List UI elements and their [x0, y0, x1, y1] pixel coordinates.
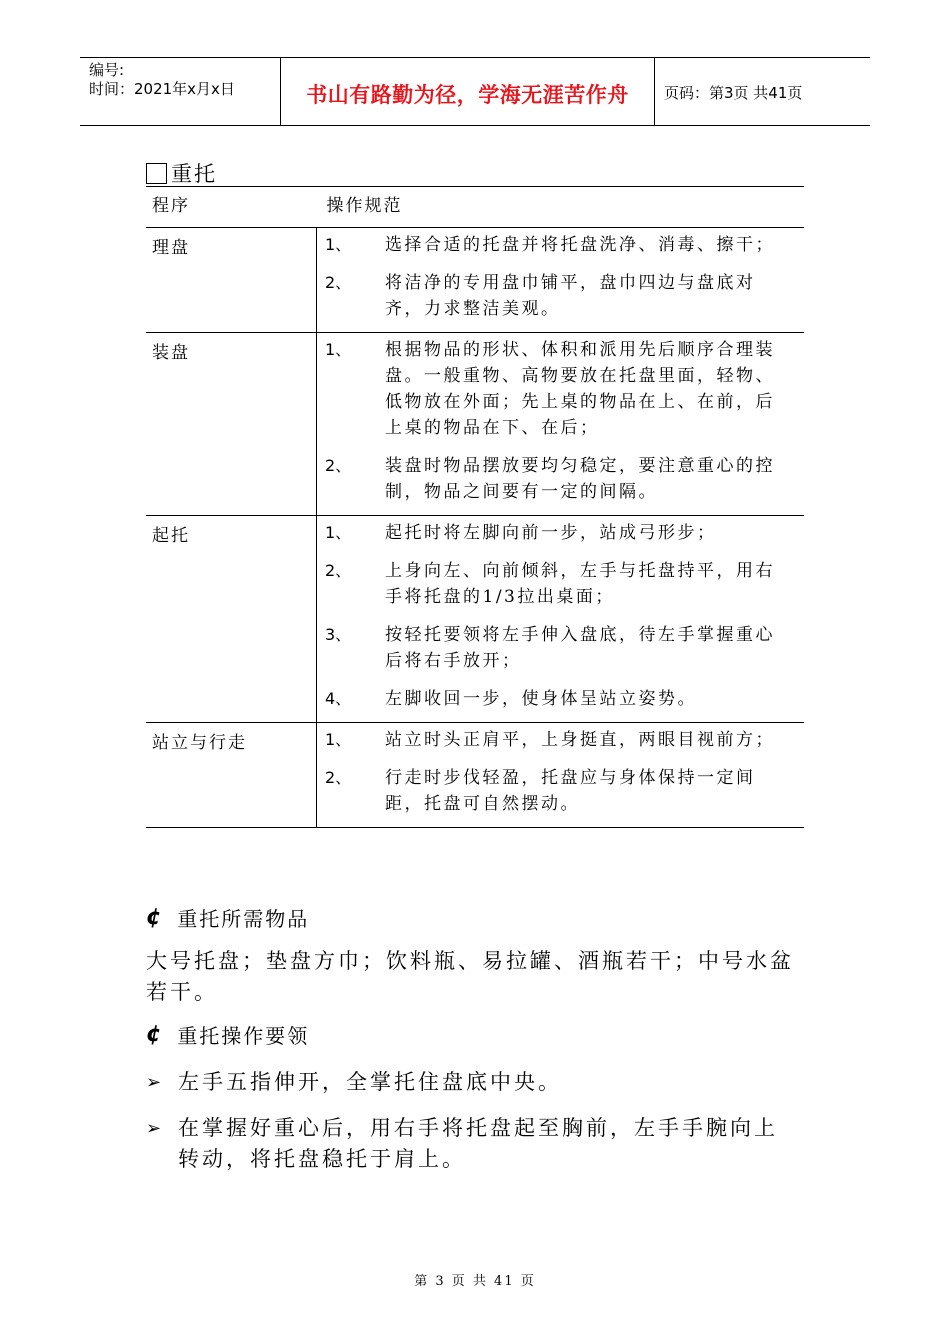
spec-item-number: 3、	[325, 625, 352, 644]
spec-item-text: 根据物品的形状、体积和派用先后顺序合理装盘。一般重物、高物要放在托盘里面，轻物、低物放在外面；先上桌的物品在上、在前，后上桌的物品在下、在后；	[385, 340, 775, 438]
header-motto: 书山有路勤为径，学海无涯苦作舟	[281, 58, 655, 125]
spec-item-text: 行走时步伐轻盈，托盘应与身体保持一定间距，托盘可自然摆动。	[385, 768, 756, 814]
page-footer: 第 3 页 共 41 页	[414, 1274, 536, 1289]
spec-item-number: 2、	[325, 273, 352, 292]
step-spec-cell	[317, 723, 805, 828]
cent-marker-icon: ¢	[146, 1022, 164, 1047]
column-header-spec: 操作规范	[317, 187, 805, 228]
spec-item	[325, 765, 780, 817]
time-label: 时间：2021年x月x日	[89, 80, 235, 98]
spec-item-number: 4、	[325, 689, 352, 708]
spec-item-text: 左脚收回一步，使身体呈站立姿势。	[385, 689, 697, 709]
spec-item-text: 上身向左、向前倾斜，左手与托盘持平，用右手将托盘的1/3拉出桌面；	[385, 561, 775, 607]
cent-marker-icon: ¢	[146, 905, 164, 930]
spec-item	[325, 727, 780, 753]
table-row	[146, 333, 804, 516]
spec-item-number: 2、	[325, 768, 352, 787]
items-needed-heading-text: 重托所需物品	[177, 907, 310, 931]
spec-item-number: 1、	[325, 523, 352, 542]
key-point-item	[146, 1113, 796, 1175]
checkbox-square-icon	[146, 163, 167, 184]
spec-item	[325, 558, 780, 610]
number-label: 编号:	[89, 61, 125, 79]
spec-item	[325, 453, 780, 505]
step-name: 装盘	[146, 333, 317, 516]
spec-item-text: 将洁净的专用盘巾铺平，盘巾四边与盘底对齐，力求整洁美观。	[385, 273, 756, 319]
step-name: 站立与行走	[146, 723, 317, 828]
spec-item-number: 2、	[325, 456, 352, 475]
spec-item	[325, 232, 780, 258]
step-name: 理盘	[146, 228, 317, 333]
key-points-heading-text: 重托操作要领	[177, 1024, 310, 1048]
section-title	[146, 158, 217, 188]
spec-item-number: 2、	[325, 561, 352, 580]
column-header-step: 程序	[146, 187, 317, 228]
spec-item-text: 起托时将左脚向前一步，站成弓形步；	[385, 523, 717, 543]
step-spec-cell	[317, 516, 805, 723]
step-spec-cell	[317, 333, 805, 516]
key-points-heading	[146, 1020, 309, 1049]
spec-item	[325, 686, 780, 712]
spec-item	[325, 520, 780, 546]
table-row	[146, 723, 804, 828]
step-name: 起托	[146, 516, 317, 723]
key-point-text: 在掌握好重心后，用右手将托盘起至胸前，左手手腕向上转动，将托盘稳托于肩上。	[178, 1116, 778, 1171]
section-title-text: 重托	[171, 162, 217, 186]
page-header	[80, 57, 870, 126]
spec-item-text: 按轻托要领将左手伸入盘底，待左手掌握重心后将右手放开；	[385, 625, 775, 671]
spec-item	[325, 337, 780, 441]
spec-item-number: 1、	[325, 235, 352, 254]
key-point-text: 左手五指伸开，全掌托住盘底中央。	[178, 1070, 562, 1094]
key-point-item	[146, 1067, 796, 1098]
spec-item-text: 站立时头正肩平，上身挺直，两眼目视前方；	[385, 730, 775, 750]
step-spec-cell	[317, 228, 805, 333]
table-row	[146, 516, 804, 723]
items-needed-heading	[146, 903, 309, 932]
spec-item-number: 1、	[325, 730, 352, 749]
procedure-table	[146, 186, 804, 828]
spec-item-text: 选择合适的托盘并将托盘洗净、消毒、擦干；	[385, 235, 775, 255]
header-meta	[80, 58, 281, 125]
spec-item	[325, 270, 780, 322]
arrow-right-icon: ➢	[146, 1072, 165, 1093]
header-page-info: 页码：第3页 共41页	[664, 84, 803, 102]
spec-item-number: 1、	[325, 340, 352, 359]
table-header-row	[146, 187, 804, 228]
spec-item-text: 装盘时物品摆放要均匀稳定，要注意重心的控制，物品之间要有一定的间隔。	[385, 456, 775, 502]
arrow-right-icon: ➢	[146, 1118, 165, 1139]
table-row	[146, 228, 804, 333]
items-needed-text: 大号托盘；垫盘方巾；饮料瓶、易拉罐、酒瓶若干；中号水盆若干。	[146, 949, 794, 1004]
spec-item	[325, 622, 780, 674]
